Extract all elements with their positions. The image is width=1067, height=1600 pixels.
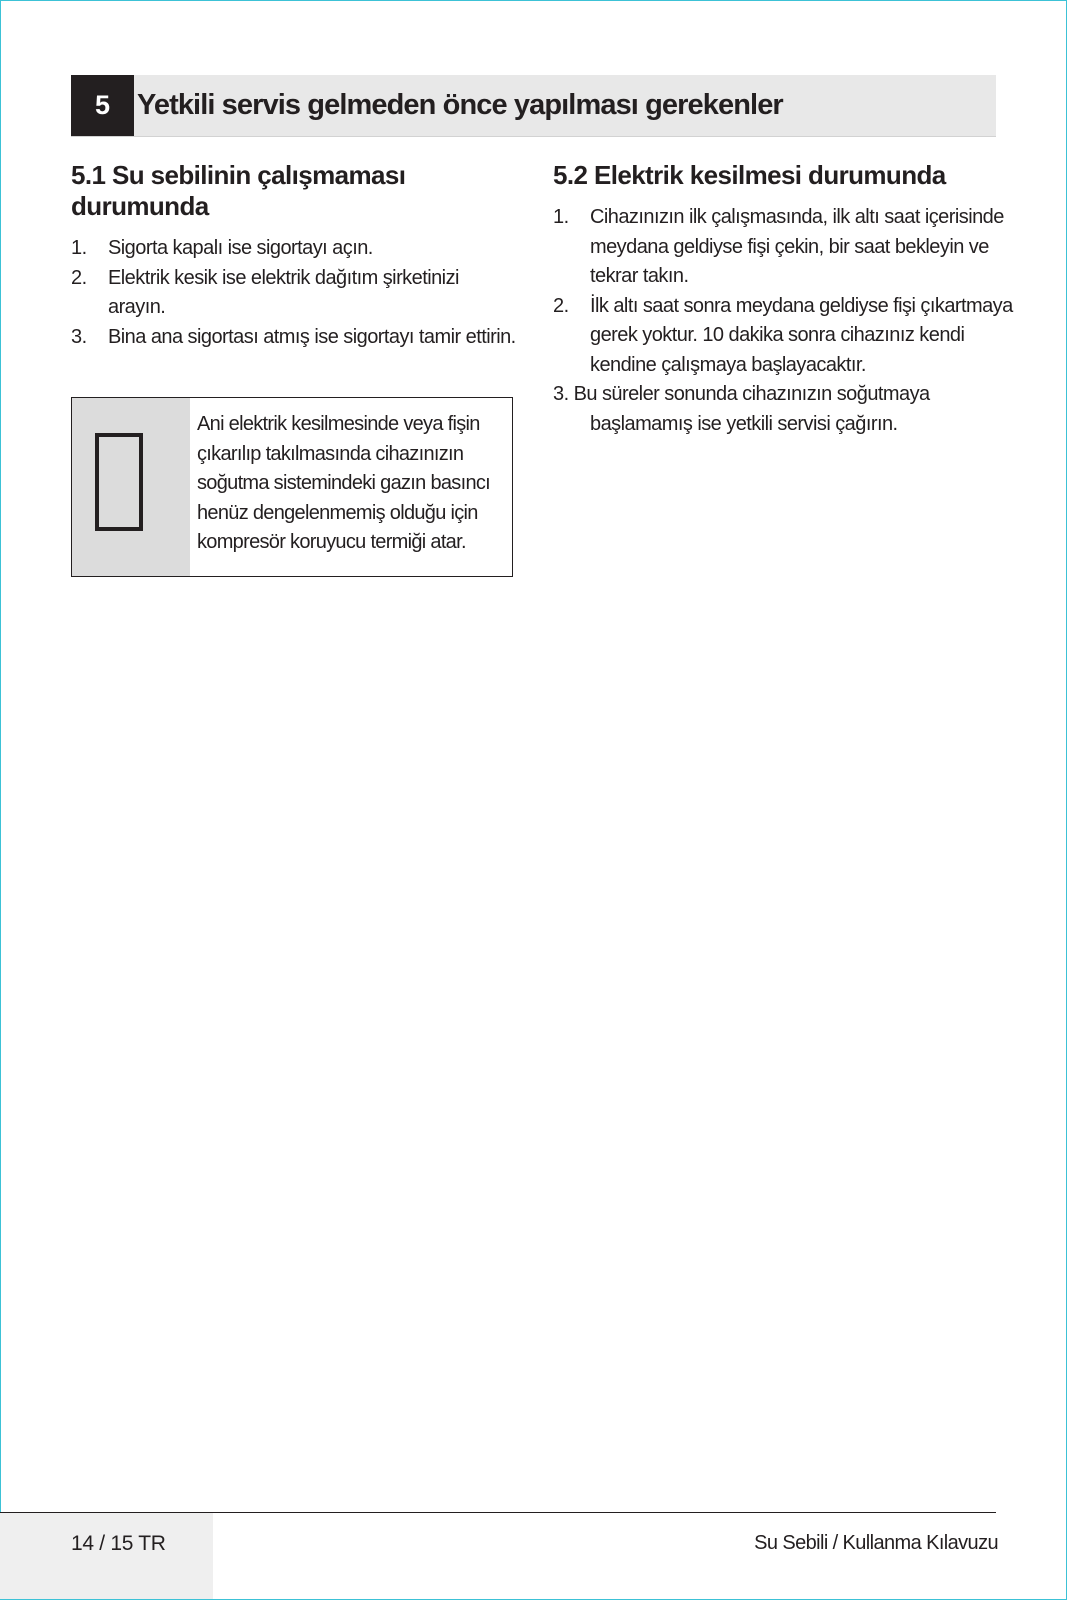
list-item xyxy=(553,292,1013,381)
list-item-number: 2. xyxy=(71,266,87,289)
list-item xyxy=(71,234,516,264)
list-item xyxy=(71,264,516,323)
section-title: Yetkili servis gelmeden önce yapılması gerekenler xyxy=(137,89,783,121)
footer-page-tab xyxy=(0,1513,213,1599)
steps-list-5-2 xyxy=(553,203,1013,439)
steps-list-5-1 xyxy=(71,234,516,352)
list-item-text: Sigorta kapalı ise sigortayı açın. xyxy=(108,237,373,259)
subsection-title-5-1: 5.1 Su sebilinin çalışmaması durumunda xyxy=(71,160,406,221)
note-text: Ani elektrik kesilmesinde veya fişin çıkarılıp takılmasında cihazınızın soğutma sistemindeki gazın basıncı henüz dengelenmemiş olduğu için kompresör koruyucu termiği atar. xyxy=(197,413,491,553)
warning-placeholder-icon xyxy=(95,433,143,531)
list-item-text: Bu süreler sonunda cihazınızın soğutmaya başlamamış ise yetkili servisi çağırın. xyxy=(573,383,930,435)
list-item-text: Elektrik kesik ise elektrik dağıtım şirketinizi arayın. xyxy=(108,266,459,318)
page-number: 14 / 15 TR xyxy=(71,1532,166,1555)
note-box xyxy=(71,397,513,577)
list-item-number: 3. xyxy=(71,325,87,348)
note-icon-area xyxy=(72,398,190,576)
section-number: 5 xyxy=(71,75,134,136)
list-item-number: 1. xyxy=(71,237,87,259)
list-item-number: 1. xyxy=(553,206,569,228)
list-item-number: 3. xyxy=(553,383,569,405)
list-item-number: 2. xyxy=(553,294,569,317)
list-item xyxy=(71,323,516,353)
list-item xyxy=(553,380,1013,439)
document-title: Su Sebili / Kullanma Kılavuzu xyxy=(754,1532,998,1554)
subsection-title-5-2: 5.2 Elektrik kesilmesi durumunda xyxy=(553,160,946,190)
list-item-text: Cihazınızın ilk çalışmasında, ilk altı saat içerisinde meydana geldiyse fişi çekin, bir saat bekleyin ve tekrar takın. xyxy=(590,206,1004,287)
column-right xyxy=(553,160,1013,439)
list-item-text: İlk altı saat sonra meydana geldiyse fişi çıkartmaya gerek yoktur. 10 dakika sonra cihazınız kendi kendine çalışmaya başlayacaktır. xyxy=(590,294,1013,376)
list-item xyxy=(553,203,1013,292)
section-header xyxy=(71,75,996,137)
list-item-text: Bina ana sigortası atmış ise sigortayı tamir ettirin. xyxy=(108,325,516,348)
column-left xyxy=(71,160,516,352)
